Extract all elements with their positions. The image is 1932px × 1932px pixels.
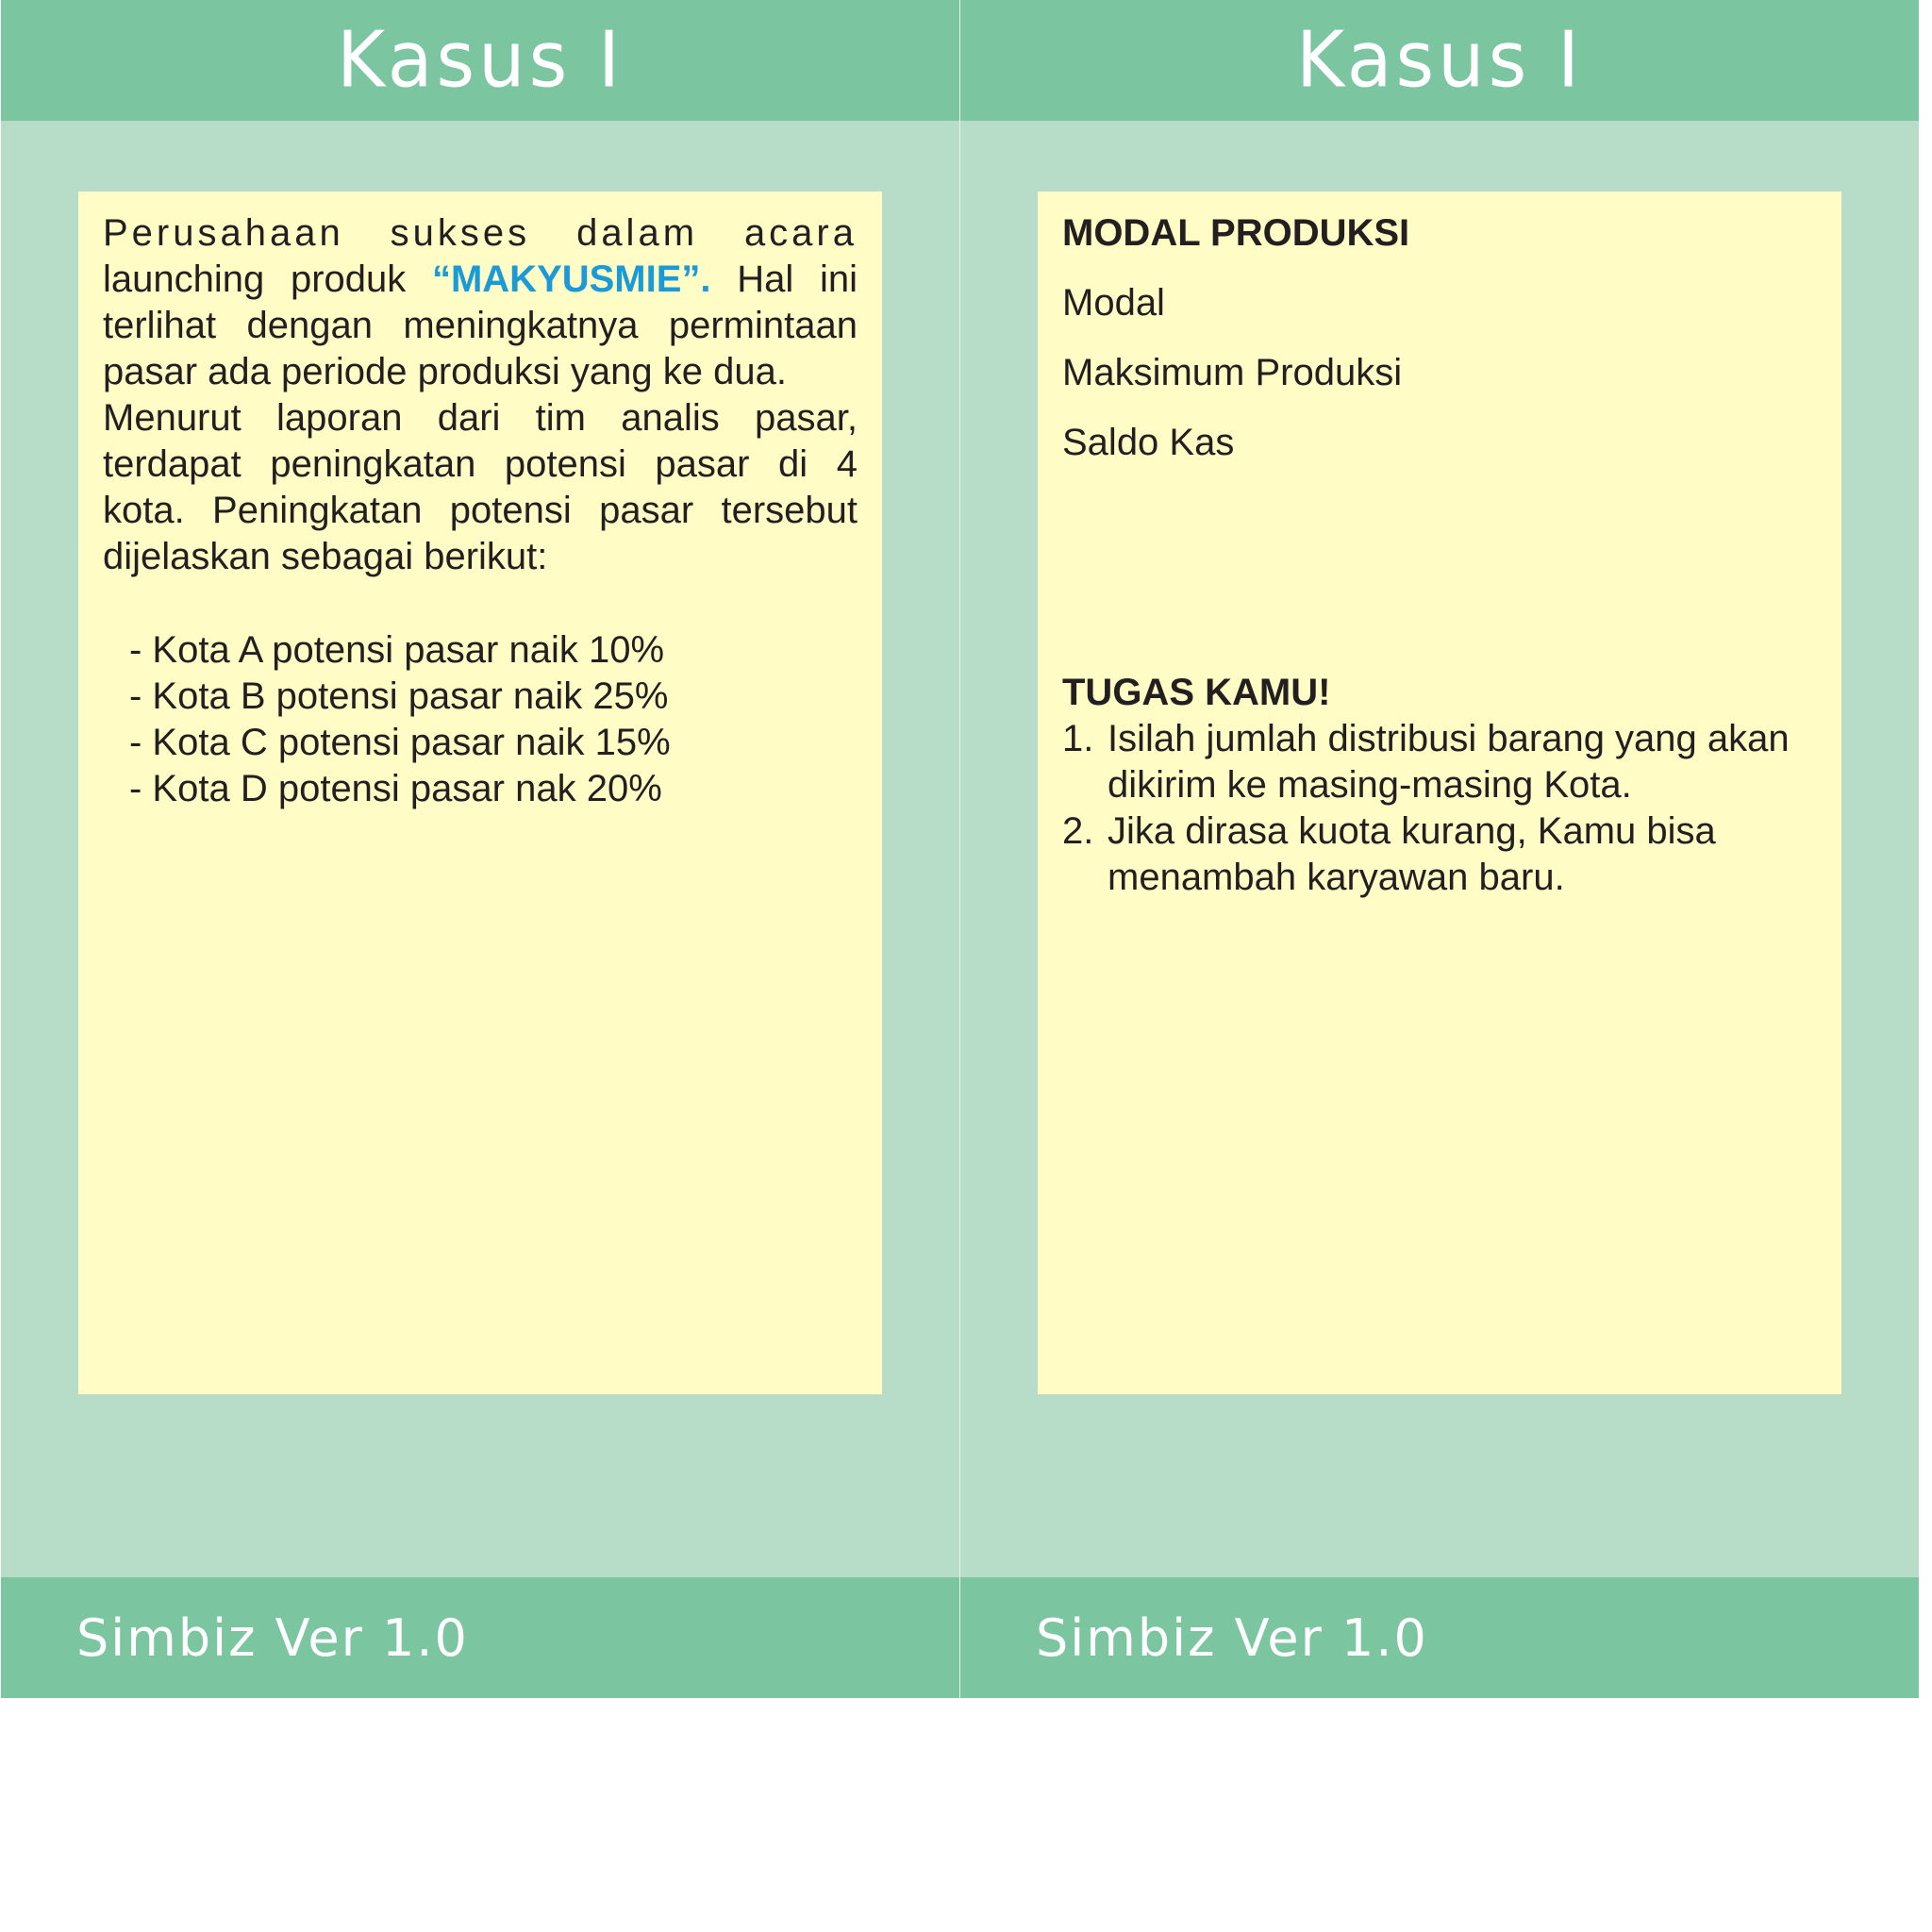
modal-produksi-heading: MODAL PRODUKSI <box>1062 212 1410 254</box>
list-item: - Kota A potensi pasar naik 10% <box>129 629 665 671</box>
task-number: 2. <box>1062 810 1094 852</box>
city-list <box>103 627 858 812</box>
list-item: Modal <box>1062 282 1165 324</box>
task-number: 1. <box>1062 718 1094 759</box>
task-item <box>1062 808 1817 901</box>
intro-line-1: Perusahaan sukses dalam acara <box>103 212 858 254</box>
task-item <box>1062 716 1817 808</box>
right-footer-bar <box>960 1577 1919 1698</box>
right-version-label: Simbiz Ver 1.0 <box>1036 1608 1428 1668</box>
list-item: - Kota C potensi pasar naik 15% <box>129 722 671 763</box>
left-header-bar <box>1 0 959 121</box>
modal-list <box>1062 280 1817 466</box>
task-text: Jika dirasa kuota kurang, Kamu bisa menambah karyawan baru. <box>1108 810 1716 898</box>
intro-line-2-suffix: Hal ini terlihat dengan meningkatnya permintaan pasar ada periode produksi yang ke dua. <box>103 258 858 392</box>
left-panel <box>1 0 959 1698</box>
left-case-card <box>78 192 882 1394</box>
list-item: Maksimum Produksi <box>1062 352 1403 393</box>
intro-paragraph-2: Menurut laporan dari tim analis pasar, terdapat peningkatan potensi pasar di 4 kota. Peningkatan potensi pasar tersebut dijelaskan sebagai berikut: <box>103 397 858 577</box>
right-header-bar <box>960 0 1919 121</box>
list-item: - Kota B potensi pasar naik 25% <box>129 675 669 717</box>
left-header-title: Kasus I <box>336 15 625 106</box>
task-heading: TUGAS KAMU! <box>1062 672 1331 713</box>
task-text: Isilah jumlah distribusi barang yang akan dikirim ke masing-masing Kota. <box>1108 718 1790 806</box>
right-case-card <box>1038 192 1841 1394</box>
brand-name: “MAKYUSMIE”. <box>431 258 711 300</box>
task-list <box>1062 716 1817 901</box>
intro-line-2-prefix: launching produk <box>103 258 432 300</box>
left-version-label: Simbiz Ver 1.0 <box>76 1608 469 1668</box>
list-item: Saldo Kas <box>1062 422 1235 463</box>
list-item: - Kota D potensi pasar nak 20% <box>129 768 662 809</box>
right-header-title: Kasus I <box>1295 15 1584 106</box>
intro-paragraph <box>103 210 858 395</box>
right-panel <box>960 0 1919 1698</box>
left-footer-bar <box>1 1577 959 1698</box>
